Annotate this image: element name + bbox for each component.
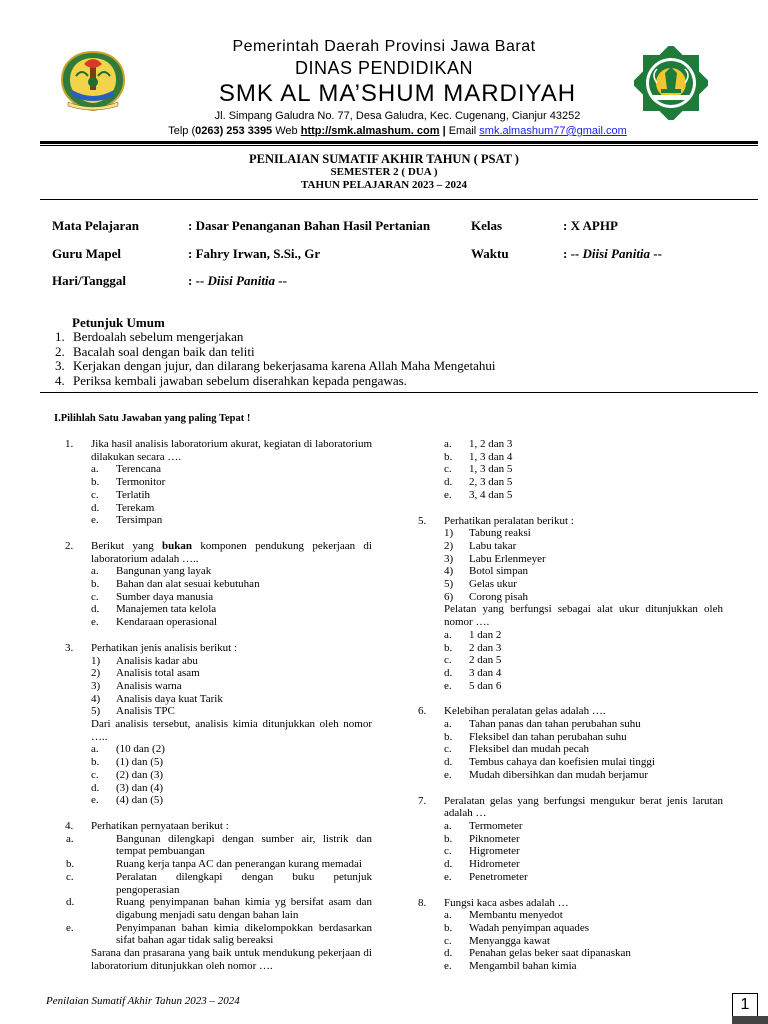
option: e. 5 dan 6 bbox=[444, 679, 502, 692]
left-column bbox=[65, 438, 372, 972]
email-link[interactable]: smk.almashum77@gmail.com bbox=[479, 125, 627, 137]
option: c. Menyangga kawat bbox=[444, 934, 550, 947]
web-label: Web bbox=[275, 125, 298, 137]
petunjuk-item: 2. Bacalah soal dengan baik dan teliti bbox=[55, 343, 255, 359]
statement: b. Ruang kerja tanpa AC dan penerangan kurang memadai bbox=[66, 858, 362, 871]
option: a. 1, 2 dan 3 bbox=[444, 438, 513, 450]
question-4: 4. Perhatikan pernyataan berikut : a. Bangunan dilengkapi dengan sumber air, listrik dan tempat pembuangan b. Ruang kerja tanpa AC dan penerangan kurang memadai c. Peralatan dilengkapi dengan buku petunjuk pengoperasian d. Ruang penyimpanan bahan kimia yg bersifat asam dan digabung menjadi satu dengan bahan lain e. Penyimpanan bahan kimia dikelompokkan berdasarkan sifat bahan agar tidak salig bereaksi Sarana dan prasarana yang baik untuk mendukung pekerjaan di laboratorium ditunjukkan oleh nomor …. bbox=[65, 819, 372, 972]
right-column bbox=[418, 438, 723, 973]
page-shadow-bar bbox=[732, 1016, 768, 1024]
header-divider bbox=[40, 141, 758, 144]
guru-value: : Fahry Irwan, S.Si., Gr bbox=[188, 246, 321, 261]
item: 4) Botol simpan bbox=[444, 565, 528, 578]
option: b. Wadah penyimpan aquades bbox=[444, 921, 590, 934]
option: b. 2 dan 3 bbox=[444, 641, 502, 654]
option: c. Terlatih bbox=[91, 488, 151, 501]
government-heading: Pemerintah Daerah Provinsi Jawa Barat bbox=[232, 38, 536, 55]
item: 6) Corong pisah bbox=[444, 590, 528, 603]
option: e. Kendaraan operasional bbox=[91, 616, 218, 629]
instructions-divider bbox=[40, 392, 758, 393]
item: 5) Gelas ukur bbox=[444, 578, 517, 591]
option: e. Tersimpan bbox=[91, 514, 163, 527]
petunjuk-item: 4. Periksa kembali jawaban sebelum diserahkan kepada pengawas. bbox=[55, 372, 407, 388]
telp-number: 0263) 253 3395 bbox=[195, 125, 273, 137]
option: c. (2) dan (3) bbox=[91, 768, 164, 781]
option: d. 3 dan 4 bbox=[444, 666, 502, 679]
school-address: Jl. Simpang Galudra No. 77, Desa Galudra, Kec. Cugenang, Cianjur 43252 bbox=[214, 110, 581, 122]
item: 5) Analisis TPC bbox=[91, 705, 175, 718]
item: 1) Analisis kadar abu bbox=[91, 654, 198, 667]
option: e. Mudah dibersihkan dan mudah berjamur bbox=[444, 768, 649, 781]
question-4-options bbox=[418, 438, 723, 502]
option: b. Fleksibel dan tahan perubahan suhu bbox=[444, 730, 627, 743]
option: c. 1, 3 dan 5 bbox=[444, 463, 513, 476]
option: e. (4) dan (5) bbox=[91, 794, 164, 807]
section-title: I.Pilihlah Satu Jawaban yang paling Tepat ! bbox=[54, 413, 251, 424]
option: a. Tahan panas dan tahan perubahan suhu bbox=[444, 718, 641, 731]
option: e. 3, 4 dan 5 bbox=[444, 488, 513, 501]
website-link[interactable]: http://smk.almashum. com bbox=[300, 125, 440, 137]
option: d. Hidrometer bbox=[444, 858, 520, 871]
question-3: 3. Perhatikan jenis analisis berikut : 1) Analisis kadar abu 2) Analisis total asam 3) Analisis warna 4) Analisis daya kuat Tarik 5) Analisis TPC Dari analisis tersebut, analisis kimia ditunjukkan oleh nomor ….. a. (10 dan (2) b. (1) dan (5) c. (2) dan (3) d. (3) dan (4) e. (4) dan (5) bbox=[65, 641, 372, 807]
guru-label: Guru Mapel bbox=[52, 246, 121, 261]
kelas-value: : X APHP bbox=[563, 218, 618, 233]
header-divider-thin bbox=[40, 145, 758, 146]
option: b. Bahan dan alat sesuai kebutuhan bbox=[91, 578, 260, 591]
option: e. Mengambil bahan kimia bbox=[444, 960, 577, 973]
footer-text: Penilaian Sumatif Akhir Tahun 2023 – 2024 bbox=[46, 995, 240, 1007]
department-heading: DINAS PENDIDIKAN bbox=[294, 58, 474, 78]
option: d. Terekam bbox=[91, 501, 155, 514]
question-7: 7. Peralatan gelas yang berfungsi mengukur berat jenis larutan adalah … a. Termometer b. Piknometer c. Higrometer d. Hidrometer e. Penetrometer bbox=[418, 794, 723, 883]
waktu-label: Waktu bbox=[471, 246, 509, 261]
hari-value: : -- Diisi Panitia -- bbox=[188, 273, 287, 288]
option: a. Terencana bbox=[91, 463, 162, 476]
page-number: 1 bbox=[732, 993, 758, 1017]
mapel-label: Mata Pelajaran bbox=[52, 218, 140, 233]
option: c. Fleksibel dan mudah pecah bbox=[444, 743, 590, 756]
question-5: 5. Perhatikan peralatan berikut : 1) Tabung reaksi 2) Labu takar 3) Labu Erlenmeyer 4) Botol simpan 5) Gelas ukur 6) Corong pisah Pelatan yang berfungsi sebagai alat ukur ditunjukkan oleh nomor …. a. 1 dan 2 b. 2 dan 3 c. 2 dan 5 d. 3 dan 4 e. 5 dan 6 bbox=[418, 514, 723, 692]
title-divider bbox=[40, 199, 758, 200]
option: d. 2, 3 dan 5 bbox=[444, 476, 513, 489]
statement: a. Bangunan dilengkapi dengan sumber air, listrik dan tempat pembuangan bbox=[66, 832, 372, 858]
item: 3) Analisis warna bbox=[91, 679, 182, 692]
question-8: 8. Fungsi kaca asbes adalah … a. Membantu menyedot b. Wadah penyimpan aquades c. Menyangga kawat d. Penahan gelas beker saat dipanaskan e. Mengambil bahan kimia bbox=[418, 897, 723, 973]
school-name: SMK AL MA’SHUM MARDIYAH bbox=[218, 80, 577, 107]
option: d. Manajemen tata kelola bbox=[91, 603, 217, 616]
option: e. Penetrometer bbox=[444, 870, 528, 883]
email-label: Email bbox=[448, 125, 477, 137]
item: 2) Labu takar bbox=[444, 539, 517, 552]
option: b. 1, 3 dan 4 bbox=[444, 450, 513, 463]
hari-label: Hari/Tanggal bbox=[52, 273, 126, 288]
telp-label: Telp ( bbox=[168, 125, 196, 137]
option: b. (1) dan (5) bbox=[91, 756, 164, 769]
petunjuk-item: 1. Berdoalah sebelum mengerjakan bbox=[55, 329, 244, 344]
school-contact: Telp (0263) 253 3395 Web http://smk.almashum. com | Email smk.almashum77@gmail.com bbox=[168, 125, 627, 137]
question-6: 6. Kelebihan peralatan gelas adalah …. a. Tahan panas dan tahan perubahan suhu b. Fleksibel dan tahan perubahan suhu c. Fleksibel dan mudah pecah d. Tembus cahaya dan koefisien mulai tinggi e. Mudah dibersihkan dan mudah berjamur bbox=[418, 705, 723, 781]
petunjuk-title: Petunjuk Umum bbox=[72, 315, 165, 330]
kelas-label: Kelas bbox=[471, 218, 503, 233]
option: b. Piknometer bbox=[444, 832, 520, 845]
statement: d. Ruang penyimpanan bahan kimia yg bersifat asam dan digabung menjadi satu dengan bahan lain bbox=[66, 896, 372, 921]
option: d. (3) dan (4) bbox=[91, 781, 164, 794]
exam-semester: SEMESTER 2 ( DUA ) bbox=[330, 166, 438, 178]
option: c. 2 dan 5 bbox=[444, 654, 502, 667]
petunjuk-list bbox=[55, 330, 496, 388]
exam-year: TAHUN PELAJARAN 2023 – 2024 bbox=[300, 179, 468, 191]
item: 1) Tabung reaksi bbox=[444, 527, 531, 540]
exam-title: PENILAIAN SUMATIF AKHIR TAHUN ( PSAT ) bbox=[249, 152, 519, 166]
option: a. 1 dan 2 bbox=[444, 628, 502, 641]
option: a. Membantu menyedot bbox=[444, 909, 563, 922]
item: 4) Analisis daya kuat Tarik bbox=[91, 692, 223, 705]
option: d. Penahan gelas beker saat dipanaskan bbox=[444, 947, 631, 960]
option: b. Termonitor bbox=[91, 476, 166, 489]
option: c. Higrometer bbox=[444, 845, 520, 858]
question-1: 1. Jika hasil analisis laboratorium akurat, kegiatan di laboratorium dilakukan secara …. a. Terencana b. Termonitor c. Terlatih d. Terekam e. Tersimpan bbox=[65, 438, 372, 527]
option: d. Tembus cahaya dan koefisien mulai tinggi bbox=[444, 756, 655, 769]
waktu-value: : -- Diisi Panitia -- bbox=[563, 246, 662, 261]
item: 3) Labu Erlenmeyer bbox=[444, 552, 546, 565]
statement: c. Peralatan dilengkapi dengan buku petunjuk pengoperasian bbox=[66, 870, 372, 896]
option: a. (10 dan (2) bbox=[91, 743, 165, 756]
petunjuk-item: 3. Kerjakan dengan jujur, dan dilarang bekerjasama karena Allah Maha Mengetahui bbox=[55, 358, 496, 373]
item: 2) Analisis total asam bbox=[91, 667, 200, 680]
question-2: 2. Berikut yang bukan komponen pendukung pekerjaan di laboratorium adalah ….. a. Bangunan yang layak b. Bahan dan alat sesuai kebutuhan c. Sumber daya manusia d. Manajemen tata kelola e. Kendaraan operasional bbox=[65, 539, 372, 629]
mapel-value: : Dasar Penanganan Bahan Hasil Pertanian bbox=[188, 218, 431, 233]
option: c. Sumber daya manusia bbox=[91, 590, 214, 603]
option: a. Termometer bbox=[444, 819, 523, 832]
statement: e. Penyimpanan bahan kimia dikelompokkan berdasarkan sifat bahan agar tidak salig bereaksi bbox=[66, 921, 372, 947]
option: a. Bangunan yang layak bbox=[91, 565, 212, 578]
